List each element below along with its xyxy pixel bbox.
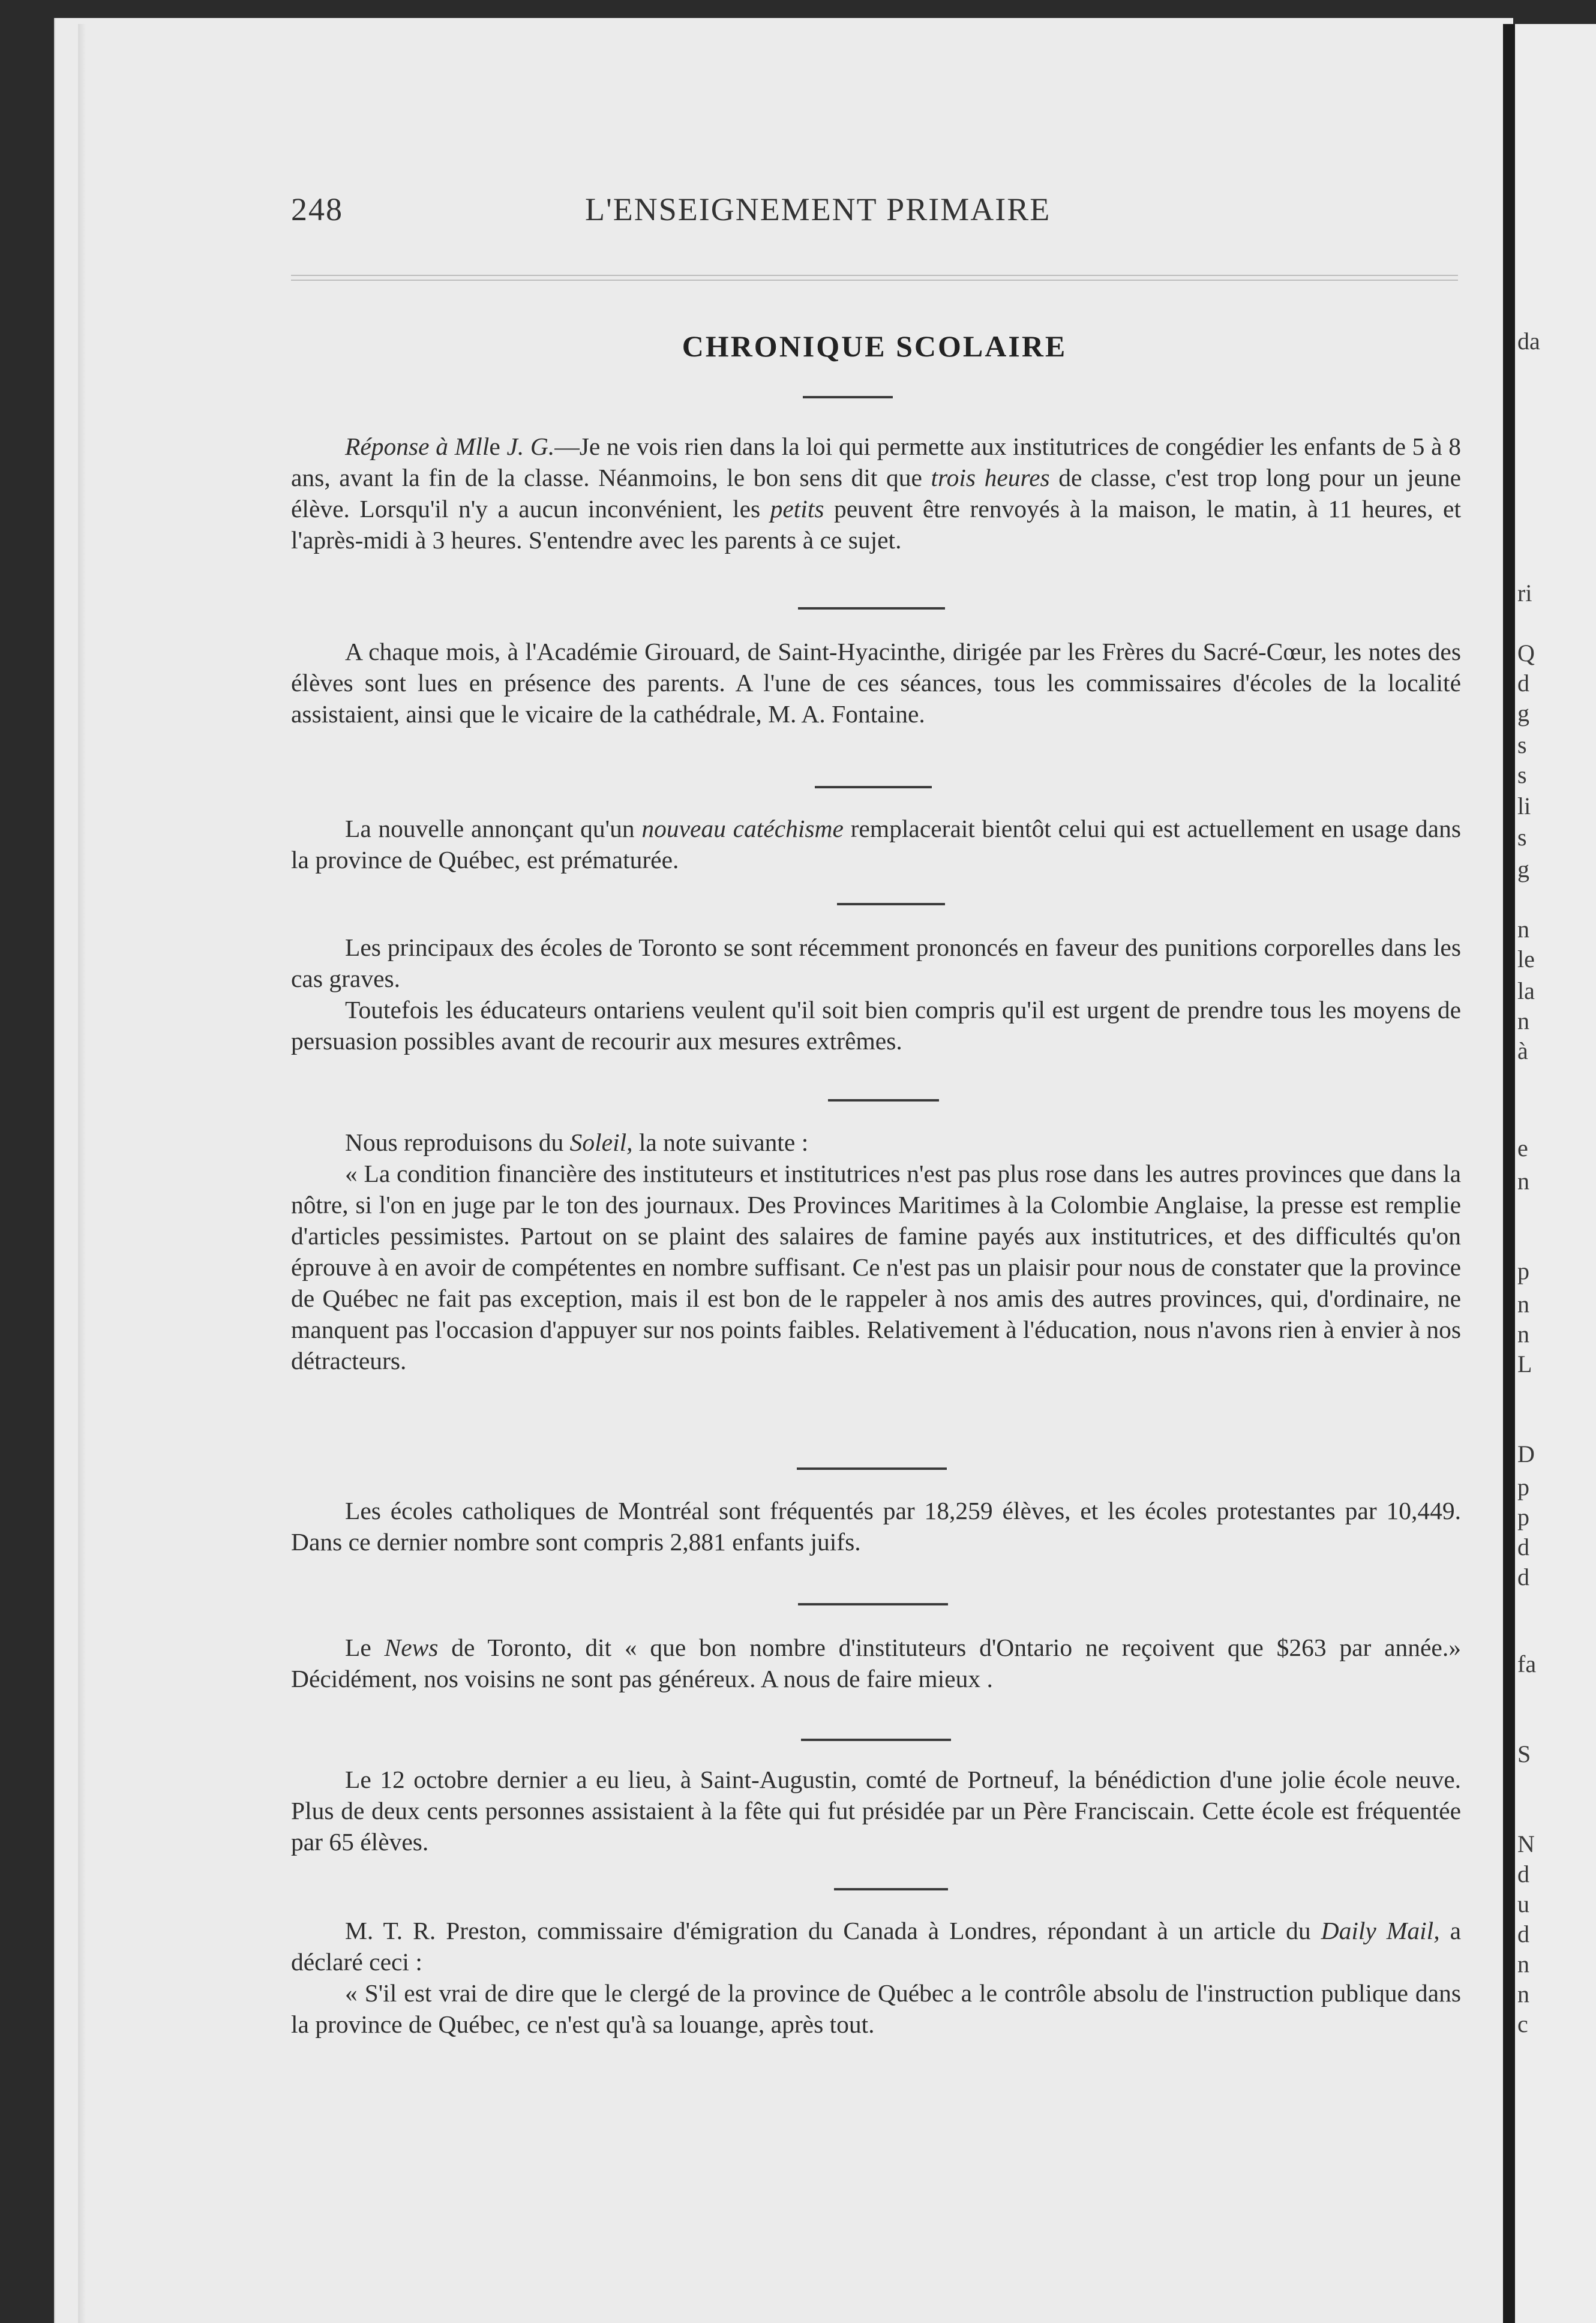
text-run: Les principaux des écoles de Toronto se sont récemment prononcés en faveur des punitions corporelles dans les cas graves.	[291, 934, 1461, 992]
text-run: Les écoles catholiques de Montréal sont fréquentés par 18,259 élèves, et les écoles protestantes par 10,449. Dans ce dernier nombre sont compris 2,881 enfants juifs.	[291, 1497, 1461, 1556]
adjacent-page-fragment: la	[1517, 977, 1535, 1004]
adjacent-page-fragment: d	[1517, 1533, 1529, 1560]
adjacent-page-fragment: da	[1517, 328, 1540, 355]
adjacent-page-fragment: g	[1517, 700, 1529, 727]
adjacent-page-fragment: s	[1517, 824, 1527, 851]
adjacent-page-fragment: à	[1517, 1037, 1528, 1064]
section-separator	[837, 903, 945, 905]
paragraph	[291, 813, 1461, 875]
news-item	[291, 1127, 1461, 1376]
text-run: peuvent être renvoyés à la maison, le matin, à 11 heures, et l'après-midi à 3 heures. S'entendre avec les parents à ce sujet.	[291, 495, 1461, 554]
text-run: La nouvelle annonçant qu'un	[345, 815, 642, 842]
text-run: remplacerait bientôt celui qui est actuellement en usage dans la province de Québec, est prématurée.	[291, 815, 1461, 874]
section-separator	[834, 1888, 948, 1890]
paragraph	[291, 1915, 1461, 1977]
text-run: —Je ne vois rien dans la loi qui permette aux institutrices de congédier les enfants de 5 à 8 ans, avant la fin de la classe. Néanmoins, le bon sens dit que	[291, 433, 1461, 491]
adjacent-page-fragment: n	[1517, 916, 1529, 943]
italic-text: petits	[770, 495, 824, 523]
text-run: a déclaré ceci :	[291, 1917, 1461, 1976]
page-gutter-shadow	[78, 24, 86, 2323]
paragraph	[291, 932, 1461, 994]
paragraph	[291, 994, 1461, 1057]
italic-text: trois heures	[931, 464, 1050, 491]
italic-text: Réponse à Mll	[345, 433, 490, 460]
adjacent-page-fragment: fa	[1517, 1650, 1537, 1677]
adjacent-page-fragment: p	[1517, 1473, 1529, 1500]
adjacent-page-fragment: d	[1517, 1563, 1529, 1590]
paragraph	[291, 1127, 1461, 1158]
text-run: Nous reproduisons du	[345, 1129, 570, 1156]
text-run: Le	[345, 1634, 385, 1661]
adjacent-page-fragment: le	[1517, 946, 1535, 973]
adjacent-page-fragment: d	[1517, 1920, 1529, 1947]
news-item	[291, 1915, 1461, 2040]
section-separator	[815, 786, 932, 788]
italic-text: nouveau catéchisme	[641, 815, 844, 842]
italic-text: J. G.	[506, 433, 555, 460]
adjacent-page-fragment: u	[1517, 1890, 1529, 1917]
adjacent-page-fragment: Q	[1517, 640, 1535, 667]
adjacent-page-fragment: ri	[1517, 580, 1532, 607]
text-run: A chaque mois, à l'Académie Girouard, de Saint-Hyacinthe, dirigée par les Frères du Sacré-Cœur, les notes des élèves sont lues en présence des parents. A l'une de ces séances, tous les commissaires d'écoles de la localité assistaient, ainsi que le vicaire de la cathédrale, M. A. Fontaine.	[291, 638, 1461, 728]
paragraph	[291, 1632, 1461, 1694]
paragraph	[291, 636, 1461, 730]
adjacent-page-fragment: g	[1517, 856, 1529, 883]
paragraph	[291, 431, 1461, 556]
paragraph	[291, 1495, 1461, 1557]
text-run: de Toronto, dit « que bon nombre d'instituteurs d'Ontario ne reçoivent que $263 par année.» Décidément, nos voisins ne sont pas généreux. A nous de faire mieux .	[291, 1634, 1461, 1692]
adjacent-page-fragment: d	[1517, 670, 1529, 697]
italic-text: Soleil,	[569, 1129, 633, 1156]
paragraph	[291, 1158, 1461, 1376]
adjacent-page-fragment: s	[1517, 731, 1527, 758]
adjacent-page-fragment: D	[1517, 1440, 1535, 1467]
text-run: M. T. R. Preston, commissaire d'émigration du Canada à Londres, répondant à un article du	[345, 1917, 1321, 1944]
adjacent-page-fragment: n	[1517, 1980, 1529, 2007]
adjacent-page-edge	[1515, 24, 1596, 2323]
text-run: Le 12 octobre dernier a eu lieu, à Saint-Augustin, comté de Portneuf, la bénédiction d'une jolie école neuve. Plus de deux cents personnes assistaient à la fête qui fut présidée par un Père Franciscain. Cette école est fréquentée par 65 élèves.	[291, 1766, 1461, 1856]
header-rule	[291, 275, 1458, 276]
running-title: L'ENSEIGNEMENT PRIMAIRE	[585, 191, 1051, 227]
adjacent-page-fragment: n	[1517, 1290, 1529, 1317]
page-number: 248	[291, 191, 343, 227]
adjacent-page-fragment: p	[1517, 1503, 1529, 1530]
adjacent-page-fragment: p	[1517, 1257, 1529, 1284]
text-run: « La condition financière des instituteurs et institutrices n'est pas plus rose dans les autres provinces que dans la nôtre, si l'on en juge par le ton des journaux. Des Provinces Maritimes à la Colombie Anglaise, la presse est remplie d'articles pessimistes. Partout on se plaint des salaires de famine payés aux institutrices, et des difficultés qu'on éprouve à en avoir de compétentes en nombre suffisant. Ce n'est pas un plaisir pour nous de constater que la province de Québec ne fait pas exception, mais il est bon de le rappeler à nos amis des autres provinces, qui, d'ordinaire, ne manquent pas l'occasion d'appuyer sur nos points faibles. Relativement à l'éducation, nous n'avons rien à envier à nos détracteurs.	[291, 1160, 1461, 1374]
adjacent-page-fragment: n	[1517, 1007, 1529, 1034]
news-item	[291, 813, 1461, 875]
news-item	[291, 1764, 1461, 1857]
text-run: e	[489, 433, 507, 460]
section-separator	[803, 396, 893, 398]
paragraph	[291, 1764, 1461, 1857]
news-item	[291, 1632, 1461, 1694]
text-run: la note suivante :	[632, 1129, 809, 1156]
paragraph	[291, 1977, 1461, 2040]
adjacent-page-fragment: n	[1517, 1167, 1529, 1194]
adjacent-page-fragment: li	[1517, 793, 1531, 820]
section-title: CHRONIQUE SCOLAIRE	[682, 329, 1067, 363]
adjacent-page-fragment: S	[1517, 1740, 1531, 1767]
section-separator	[797, 1467, 947, 1470]
text-run: de classe, c'est trop long pour un jeune élève. Lorsqu'il n'y a aucun inconvénient, les	[291, 464, 1461, 523]
text-run: « S'il est vrai de dire que le clergé de la province de Québec a le contrôle absolu de l'instruction publique dans la province de Québec, ce n'est qu'à sa louange, après tout.	[291, 1979, 1461, 2038]
news-item	[291, 636, 1461, 730]
italic-text: Daily Mail,	[1321, 1917, 1440, 1944]
news-item	[291, 431, 1461, 556]
adjacent-page-fragment: L	[1517, 1350, 1532, 1377]
page-fold	[1503, 24, 1516, 2323]
adjacent-page-fragment: n	[1517, 1950, 1529, 1977]
section-separator	[828, 1099, 939, 1102]
header-rule	[291, 280, 1458, 281]
italic-text: News	[384, 1634, 439, 1661]
text-run: Toutefois les éducateurs ontariens veulent qu'il soit bien compris qu'il est urgent de prendre tous les moyens de persuasion possibles avant de recourir aux mesures extrêmes.	[291, 996, 1461, 1055]
adjacent-page-fragment: N	[1517, 1830, 1535, 1857]
news-item	[291, 932, 1461, 1057]
section-separator	[801, 1739, 951, 1741]
adjacent-page-fragment: e	[1517, 1135, 1528, 1162]
adjacent-page-fragment: c	[1517, 2010, 1528, 2037]
adjacent-page-fragment: d	[1517, 1860, 1529, 1887]
section-separator	[798, 607, 945, 610]
adjacent-page-fragment: n	[1517, 1320, 1529, 1347]
section-separator	[798, 1603, 948, 1605]
adjacent-page-fragment: s	[1517, 761, 1527, 788]
news-item	[291, 1495, 1461, 1557]
